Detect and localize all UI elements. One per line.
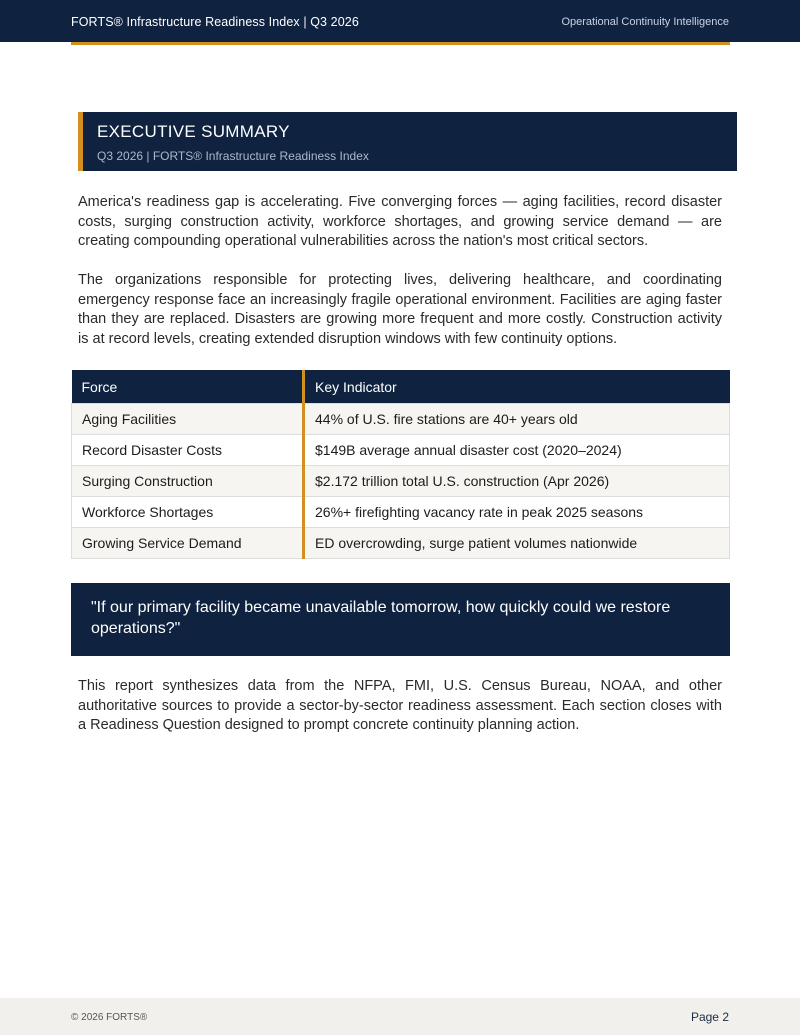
table-row: [72, 404, 730, 435]
column-header-key-indicator: Key Indicator: [304, 370, 730, 404]
force-cell: Workforce Shortages: [72, 497, 304, 528]
forces-table: [71, 370, 730, 559]
indicator-cell: ED overcrowding, surge patient volumes nationwide: [304, 528, 730, 559]
table-row: [72, 435, 730, 466]
force-cell: Record Disaster Costs: [72, 435, 304, 466]
indicator-cell: 44% of U.S. fire stations are 40+ years old: [304, 404, 730, 435]
table-row: [72, 466, 730, 497]
page-footer: [0, 998, 800, 1035]
indicator-cell: $149B average annual disaster cost (2020–2024): [304, 435, 730, 466]
context-paragraph: The organizations responsible for protecting lives, delivering healthcare, and coordinating emergency response face an increasingly fragile operational environment. Facilities are aging faster than they are replaced. Disasters are growing more frequent and more costly. Construction activity is at record levels, creating extended disruption windows with few continuity options.: [78, 272, 722, 347]
readiness-question-callout: "If our primary facility became unavailable tomorrow, how quickly could we restore operations?": [71, 583, 730, 656]
header-accent-rule: [71, 42, 730, 45]
intro-paragraph: America's readiness gap is accelerating. Five converging forces — aging facilities, record disaster costs, surging construction activity, workforce shortages, and growing service demand — are creating compounding operational vulnerabilities across the nation's most critical sectors.: [78, 194, 722, 250]
force-cell: Growing Service Demand: [72, 528, 304, 559]
force-cell: Surging Construction: [72, 466, 304, 497]
table-row: [72, 497, 730, 528]
header-title: FORTS® Infrastructure Readiness Index | Q3 2026: [71, 15, 359, 29]
section-title: EXECUTIVE SUMMARY: [97, 122, 290, 141]
page-number: Page 2: [690, 1010, 729, 1024]
header-bar: [0, 0, 800, 42]
section-subtitle: Q3 2026 | FORTS® Infrastructure Readiness Index: [97, 149, 369, 163]
copyright-text: © 2026 FORTS®: [71, 1012, 148, 1023]
header-tagline: Operational Continuity Intelligence: [561, 16, 729, 28]
indicator-cell: $2.172 trillion total U.S. construction (Apr 2026): [304, 466, 730, 497]
column-header-force: Force: [72, 370, 304, 404]
methodology-paragraph: This report synthesizes data from the NFPA, FMI, U.S. Census Bureau, NOAA, and other authoritative sources to provide a sector-by-sector readiness assessment. Each section closes with a Readiness Question designed to prompt concrete continuity planning action.: [78, 678, 722, 734]
table-row: [72, 528, 730, 559]
force-cell: Aging Facilities: [72, 404, 304, 435]
indicator-cell: 26%+ firefighting vacancy rate in peak 2025 seasons: [304, 497, 730, 528]
table-header-row: [72, 370, 730, 404]
executive-summary-banner: [78, 112, 737, 171]
